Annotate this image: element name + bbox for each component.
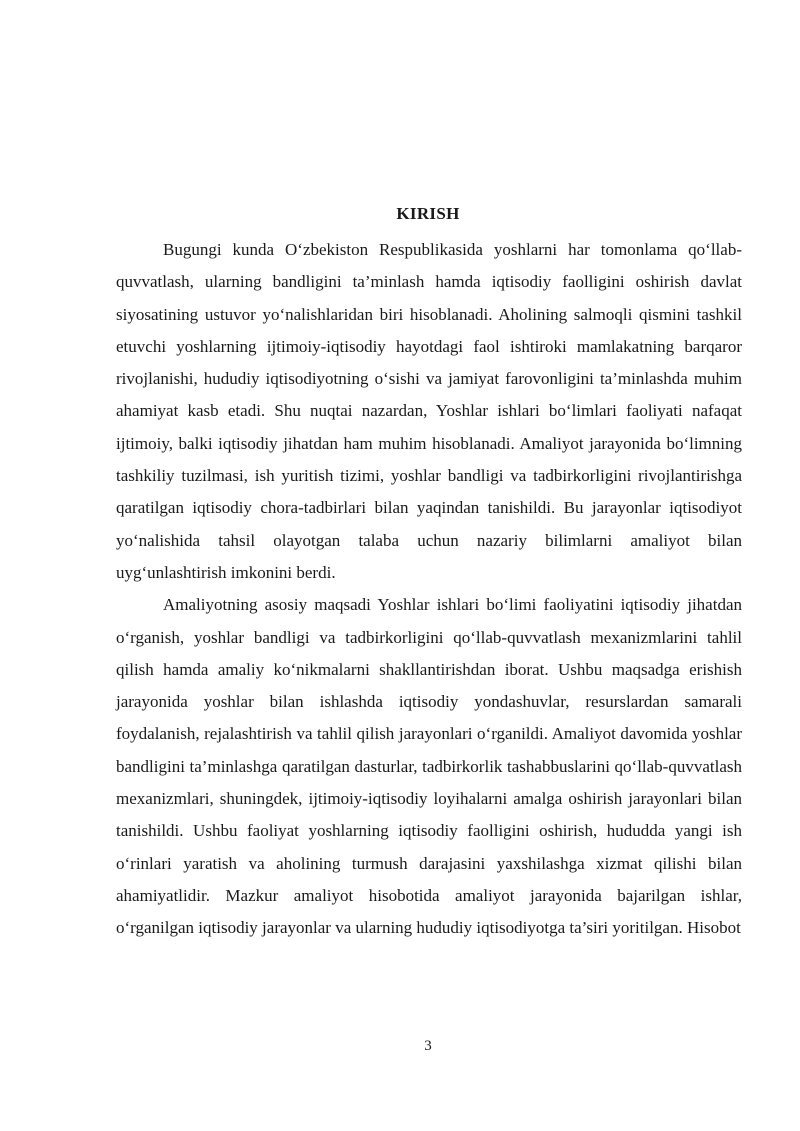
paragraph-intro: Bugungi kunda O‘zbekiston Respublikasida yoshlarni har tomonlama qo‘llab-quvvatlash, ularning bandligini ta’minlash hamda iqtisodiy faolligini oshirish davlat siyosatining ustuvor yo‘nalishlaridan biri hisoblanadi. Aholining salmoqli qismini tashkil etuvchi yoshlarning ijtimoiy-iqtisodiy hayotdagi faol ishtiroki mamlakatning barqaror rivojlanishi, hududiy iqtisodiyotning o‘sishi va jamiyat farovonligini ta’minlashda muhim ahamiyat kasb etadi. Shu nuqtai nazardan, Yoshlar ishlari bo‘limlari faoliyati nafaqat ijtimoiy, balki iqtisodiy jihatdan ham muhim hisoblanadi. Amaliyot jarayonida bo‘limning tashkiliy tuzilmasi, ish yuritish tizimi, yoshlar bandligi va tadbirkorligini rivojlantirishga qaratilgan iqtisodiy chora-tadbirlari bilan yaqindan tanishildi. Bu jarayonlar iqtisodiyot yo‘nalishida tahsil olayotgan talaba uchun nazariy bilimlarni amaliyot bilan uyg‘unlashtirish imkonini berdi. bbox=[116, 240, 742, 582]
section-heading: KIRISH bbox=[396, 204, 460, 223]
paragraph-purpose: Amaliyotning asosiy maqsadi Yoshlar ishlari bo‘limi faoliyatini iqtisodiy jihatdan o‘rganish, yoshlar bandligi va tadbirkorligini qo‘llab-quvvatlash mexanizmlarini tahlil qilish hamda amaliy ko‘nikmalarni shakllantirishdan iborat. Ushbu maqsadga erishish jarayonida yoshlar bilan ishlashda iqtisodiy yondashuvlar, resurslardan samarali foydalanish, rejalashtirish va tahlil qilish jarayonlari o‘rganildi. Amaliyot davomida yoshlar bandligini ta’minlashga qaratilgan dasturlar, tadbirkorlik tashabbuslarini qo‘llab-quvvatlash mexanizmlari, shuningdek, ijtimoiy-iqtisodiy loyihalarni amalga oshirish jarayonlari bilan tanishildi. Ushbu faoliyat yoshlarning iqtisodiy faolligini oshirish, hududda yangi ish o‘rinlari yaratish va aholining turmush darajasini yaxshilashga xizmat qilishi bilan ahamiyatlidir. Mazkur amaliyot hisobotida amaliyot jarayonida bajarilgan ishlar, o‘rganilgan iqtisodiy jarayonlar va ularning hududiy iqtisodiyotga ta’siri yoritilgan. Hisobot bbox=[116, 595, 742, 938]
body-text bbox=[116, 234, 742, 945]
page-number: 3 bbox=[424, 1038, 432, 1054]
